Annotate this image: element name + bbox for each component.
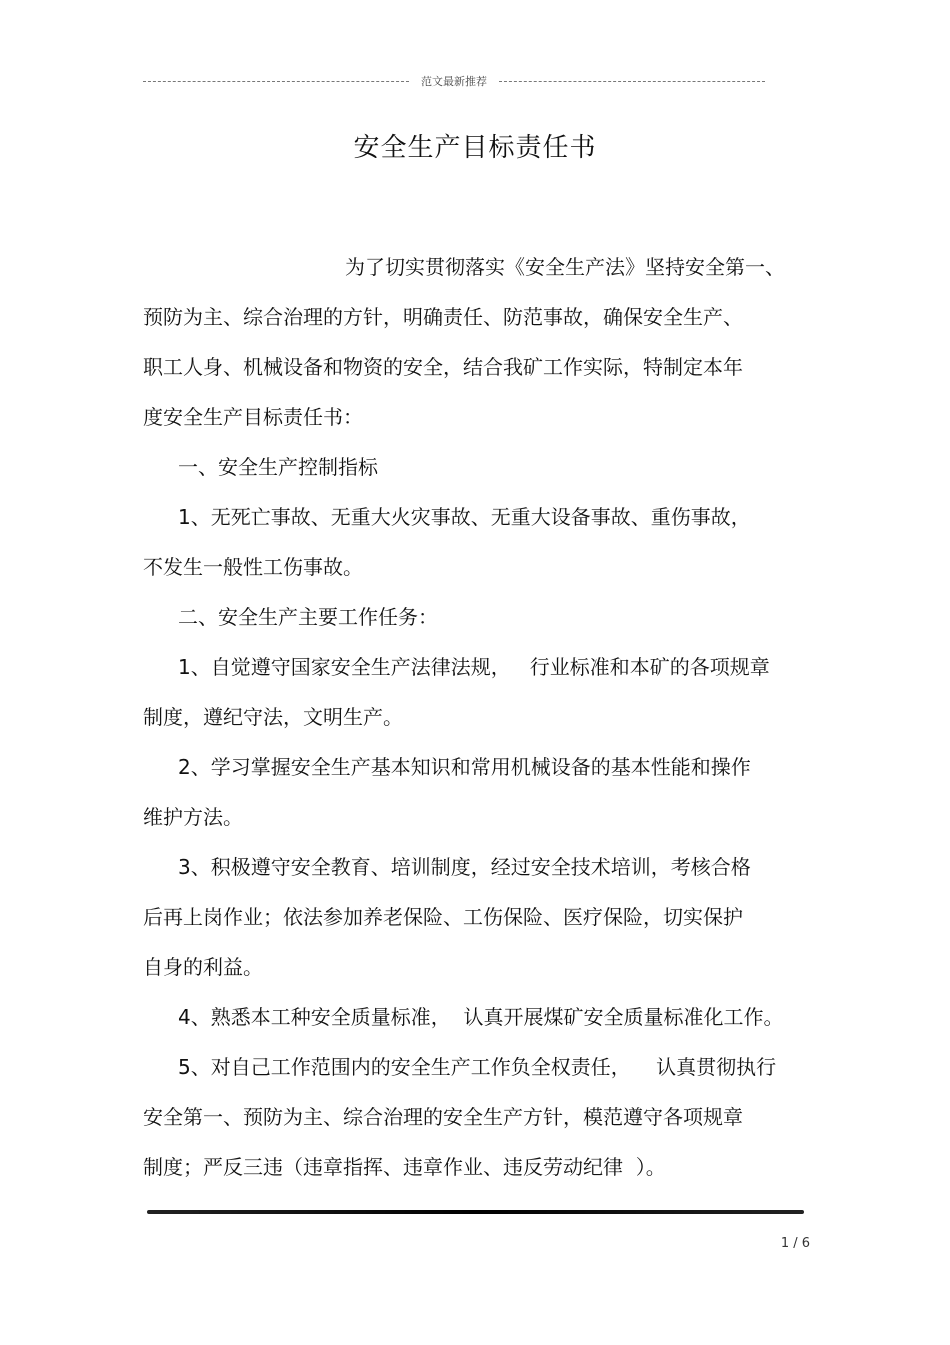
paragraph-line: 安全第一、预防为主、综合治理的安全生产方针，模范遵守各项规章	[143, 1105, 743, 1129]
footer-rule	[147, 1210, 804, 1214]
paragraph-line: 不发生一般性工伤事故。	[143, 555, 363, 579]
paragraph-line: 4、熟悉本工种安全质量标准， 认真开展煤矿安全质量标准化工作。	[178, 1005, 784, 1029]
section-heading: 二、安全生产主要工作任务：	[178, 605, 438, 629]
paragraph-line: 1、自觉遵守国家安全生产法律法规， 行业标准和本矿的各项规章	[178, 655, 770, 679]
paragraph-line: 自身的利益。	[143, 955, 263, 979]
section-heading: 一、安全生产控制指标	[178, 455, 378, 479]
paragraph-line: 预防为主、综合治理的方针，明确责任、防范事故，确保安全生产、	[143, 305, 743, 329]
page-number: 1 / 6	[780, 1236, 810, 1251]
paragraph-line: 后再上岗作业；依法参加养老保险、工伤保险、医疗保险，切实保护	[143, 905, 743, 929]
paragraph-line: 3、积极遵守安全教育、培训制度，经过安全技术培训，考核合格	[178, 855, 751, 879]
paragraph-line: 2、学习掌握安全生产基本知识和常用机械设备的基本性能和操作	[178, 755, 751, 779]
page-header	[143, 72, 765, 90]
paragraph-line: 制度；严反三违（违章指挥、违章作业、违反劳动纪律 ）。	[143, 1155, 666, 1179]
header-dash-right	[499, 81, 765, 82]
paragraph-line: 维护方法。	[143, 805, 243, 829]
header-label: 范文最新推荐	[421, 75, 487, 88]
paragraph-line: 制度，遵纪守法，文明生产。	[143, 705, 403, 729]
paragraph-line: 5、对自己工作范围内的安全生产工作负全权责任， 认真贯彻执行	[178, 1055, 777, 1079]
document-title: 安全生产目标责任书	[353, 133, 597, 163]
paragraph-line: 职工人身、机械设备和物资的安全，结合我矿工作实际，特制定本年	[143, 355, 743, 379]
paragraph-line: 1、无死亡事故、无重大火灾事故、无重大设备事故、重伤事故，	[178, 505, 751, 529]
paragraph-line: 为了切实贯彻落实《安全生产法》坚持安全第一、	[345, 255, 785, 279]
header-dash-left	[143, 81, 409, 82]
paragraph-line: 度安全生产目标责任书：	[143, 405, 363, 429]
